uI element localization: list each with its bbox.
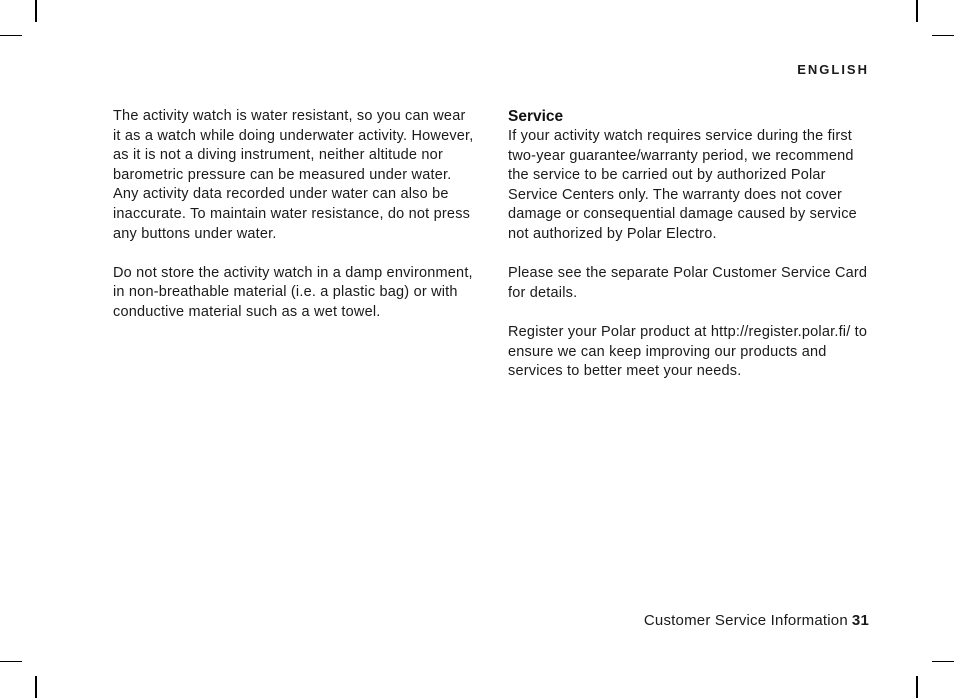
crop-mark-top-left-vertical [35,0,37,22]
crop-mark-top-right-vertical [916,0,918,22]
page-number: 31 [851,612,869,629]
language-label: ENGLISH [797,62,869,77]
crop-mark-bottom-left-vertical [35,676,37,698]
service-heading: Service [508,108,564,125]
crop-mark-bottom-right-horizontal [932,661,954,662]
footer-section-title: Customer Service Information [643,612,848,629]
left-column [113,107,475,342]
storage-paragraph: Do not store the activity watch in a damp environment, in non-breathable material (i.e. a plastic bag) or with conductive material such as a wet towel. [113,264,473,320]
register-product-paragraph: Register your Polar product at http://register.polar.fi/ to ensure we can keep improving our products and services to better meet your needs. [508,323,868,380]
service-warranty-paragraph: If your activity watch requires service during the first two-year guarantee/warranty period, we recommend the service to be carried out by authorized Polar Service Centers only. The warranty does not cover damage or consequential damage caused by service not authorized by Polar Electro. [508,128,857,242]
crop-mark-top-left-horizontal [0,35,22,36]
page-footer [644,612,869,629]
crop-mark-top-right-horizontal [932,35,954,36]
water-resistance-paragraph: The activity watch is water resistant, so you can wear it as a watch while doing underwater activity. However, as it is not a diving instrument, neither altitude nor barometric pressure can be measured under water. Any activity data recorded under water can also be inaccurate. To maintain water resistance, do not press any buttons under water. [113,108,474,242]
service-card-paragraph: Please see the separate Polar Customer Service Card for details. [508,265,868,301]
crop-mark-bottom-right-vertical [916,676,918,698]
right-column [508,107,874,401]
crop-mark-bottom-left-horizontal [0,661,22,662]
